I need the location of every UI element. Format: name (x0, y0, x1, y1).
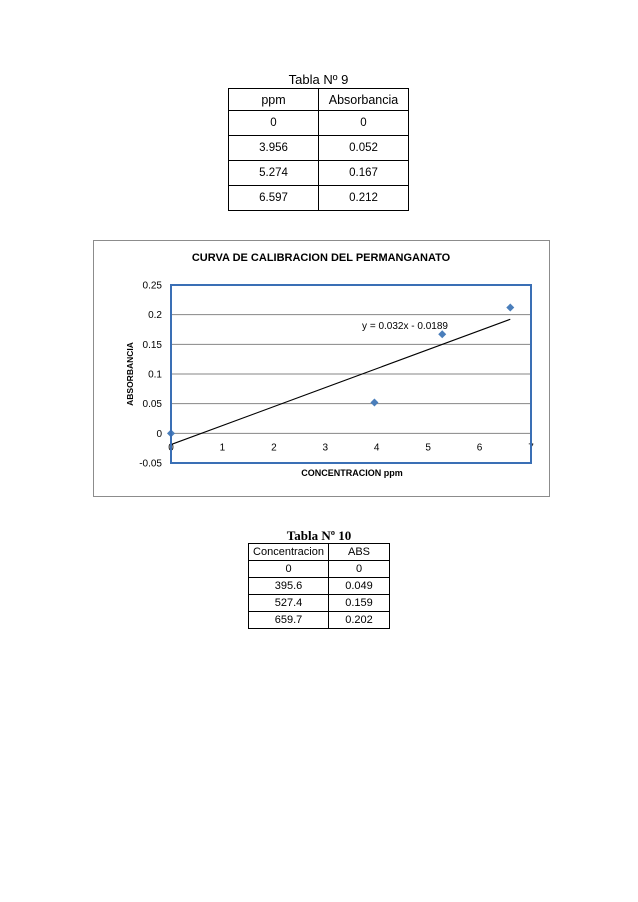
table-cell: 0.167 (319, 161, 409, 186)
y-tick-label: 0 (156, 428, 162, 440)
table-cell: 0 (319, 111, 409, 136)
chart-title: CURVA DE CALIBRACION DEL PERMANGANATO (191, 252, 451, 264)
y-tick-label: 0.15 (142, 339, 162, 351)
table-cell: 527.4 (249, 595, 329, 612)
table-cell: 0.159 (329, 595, 390, 612)
table-cell: 0.049 (329, 578, 390, 595)
tick-labels (139, 281, 534, 470)
table-cell: 6.597 (229, 186, 319, 211)
table-row (249, 561, 390, 578)
table-cell: 3.956 (229, 136, 319, 161)
x-tick-label: 0 (168, 442, 174, 454)
table9-header-ppm: ppm (229, 89, 319, 111)
table10-header-abs: ABS (329, 544, 390, 561)
y-tick-label: 0.1 (148, 369, 162, 381)
table-cell: 0 (229, 111, 319, 136)
trendline-layer (171, 319, 510, 444)
y-tick-label: 0.25 (142, 280, 162, 292)
table-row (249, 595, 390, 612)
x-tick-label: 3 (322, 442, 329, 454)
x-tick-label: 7 (528, 442, 534, 454)
x-axis-label: CONCENTRACION ppm (301, 468, 403, 478)
gridlines (171, 315, 531, 434)
data-point (370, 398, 378, 406)
data-point (506, 304, 514, 312)
trendline (171, 319, 510, 444)
table-cell: 0 (329, 561, 390, 578)
table-cell: 0.212 (319, 186, 409, 211)
table-cell: 395.6 (249, 578, 329, 595)
table-row (249, 578, 390, 595)
table10-caption: Tabla Nº 10 (286, 528, 352, 543)
table10 (248, 543, 390, 629)
y-tick-label: -0.05 (139, 458, 162, 470)
x-tick-label: 5 (425, 442, 431, 454)
y-axis-label: ABSORBANCIA (125, 342, 135, 406)
trendline-equation: y = 0.032x - 0.0189 (362, 321, 448, 332)
table-cell: 659.7 (249, 612, 329, 629)
y-tick-label: 0.05 (142, 399, 162, 411)
table9-caption: Tabla Nº 9 (288, 72, 349, 87)
x-tick-label: 1 (219, 442, 226, 454)
table-row (249, 612, 390, 629)
x-tick-label: 4 (373, 442, 380, 454)
table9-header-absorbancia: Absorbancia (319, 89, 409, 111)
table-cell: 5.274 (229, 161, 319, 186)
x-tick-label: 2 (271, 442, 277, 454)
table-cell: 0.202 (329, 612, 390, 629)
table10-header-concentracion: Concentracion (249, 544, 329, 561)
data-points (167, 304, 514, 438)
y-tick-label: 0.2 (148, 310, 162, 322)
table10-header-row (249, 544, 390, 561)
x-tick-label: 6 (476, 442, 483, 454)
table-cell: 0 (249, 561, 329, 578)
table-cell: 0.052 (319, 136, 409, 161)
